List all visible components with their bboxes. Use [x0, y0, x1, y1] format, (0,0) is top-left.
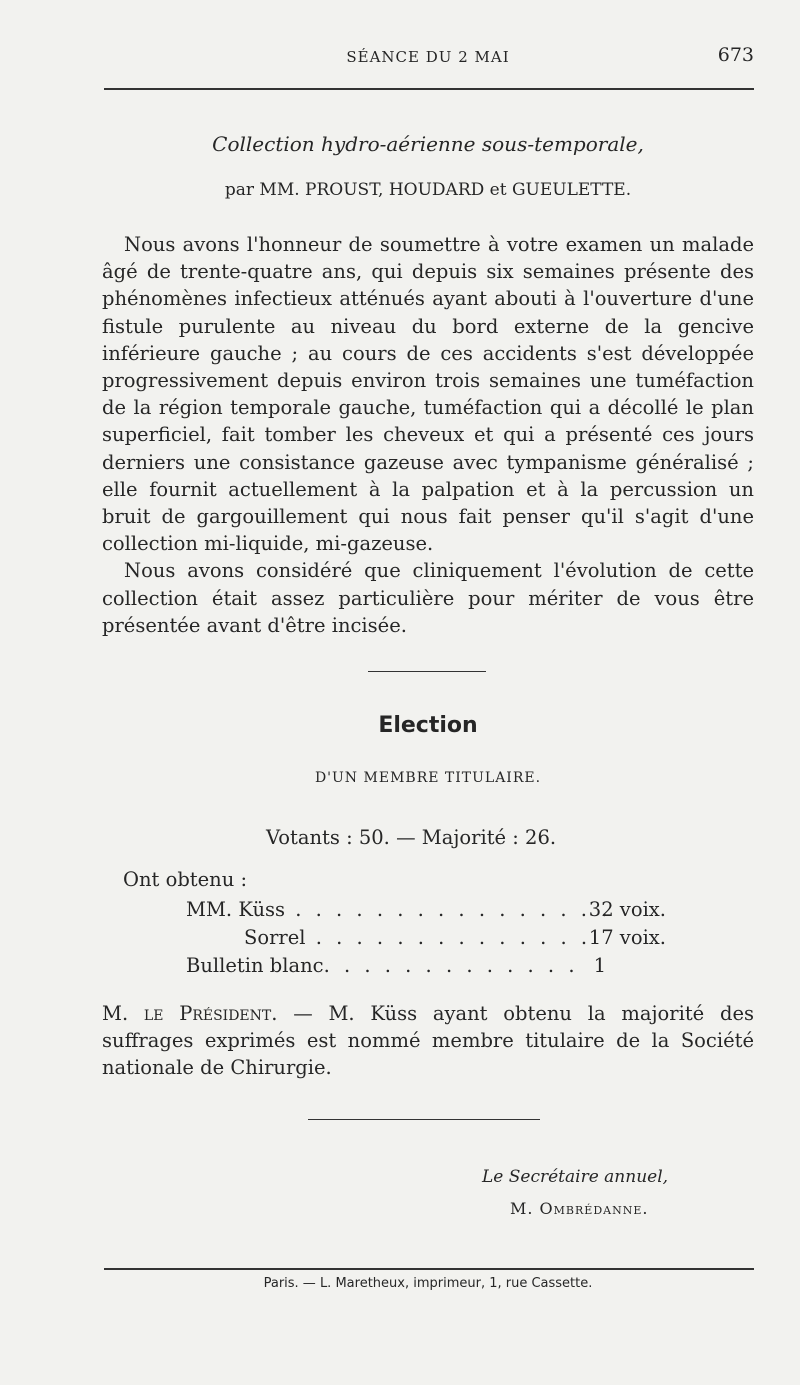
result-row [244, 926, 666, 954]
signature-name: M. Ombrédanne. [510, 1199, 649, 1218]
leader-dots: . . . . . . . . . . . . . [323, 954, 579, 977]
candidate-name: Sorrel [244, 926, 306, 949]
article-body [102, 231, 754, 639]
separator-rule [308, 1119, 540, 1120]
running-title: SÉANCE DU 2 MAI [346, 48, 510, 66]
president-label: M. le Président. [102, 1002, 278, 1025]
leader-dots: . . . . . . . . . . . . . . [305, 926, 592, 949]
leader-dots: . . . . . . . . . . . . . . . . [285, 898, 612, 921]
votes-line: Votants : 50. — Majorité : 26. [266, 826, 557, 849]
header-rule [104, 88, 754, 90]
separator-rule [368, 671, 486, 672]
signature-role: Le Secrétaire annuel, [482, 1167, 669, 1187]
printer-line: Paris. — L. Maretheux, imprimeur, 1, rue Cassette. [263, 1276, 593, 1291]
footer-rule [104, 1268, 754, 1270]
article-title: Collection hydro-aérienne sous-temporale, [212, 132, 644, 156]
page-number: 673 [717, 44, 754, 66]
candidate-name: MM. Küss [186, 898, 286, 921]
president-paragraph [102, 1000, 754, 1082]
paragraph-1: Nous avons l'honneur de soumettre à votre examen un malade âgé de trente-quatre ans, qui depuis six semaines présente des phénomènes infectieux atténués ayant abouti à l'ouverture d'une fistule purulente au niveau du bord externe de la gencive inférieure gauche ; au cours de ces accidents s'est développée progressivement depuis environ trois semaines une tuméfaction de la région temporale gauche, tuméfaction qui a décollé le plan superficiel, fait tomber les cheveux et qui a présenté ces jours derniers une consistance gazeuse avec tympanisme généralisé ; elle fournit actuellement à la palpation et à la percussion un bruit de gargouillement qui nous fait penser qu'il s'agit d'une collection mi-liquide, mi-gazeuse. [102, 233, 754, 556]
election-heading: Election [378, 713, 478, 738]
president-text: — M. Küss ayant obtenu la majorité des suffrages exprimés est nommé membre titulaire de la Société nationale de Chirurgie. [102, 1002, 754, 1080]
article-authors: par MM. PROUST, HOUDARD et GUEULETTE. [224, 180, 632, 200]
vote-count: 17 voix. [588, 926, 666, 949]
page-header [102, 44, 754, 72]
result-row [186, 954, 606, 982]
vote-count: 32 voix. [588, 898, 666, 921]
vote-count: 1 [593, 954, 606, 977]
candidate-name: Bulletin blanc [186, 954, 324, 977]
election-subheading: D'UN MEMBRE TITULAIRE. [314, 770, 542, 786]
result-row [186, 898, 666, 926]
obtained-label: Ont obtenu : [123, 868, 248, 891]
paragraph-2: Nous avons considéré que cliniquement l'évolution de cette collection était assez particulière pour mériter de vous être présentée avant d'être incisée. [102, 559, 754, 637]
